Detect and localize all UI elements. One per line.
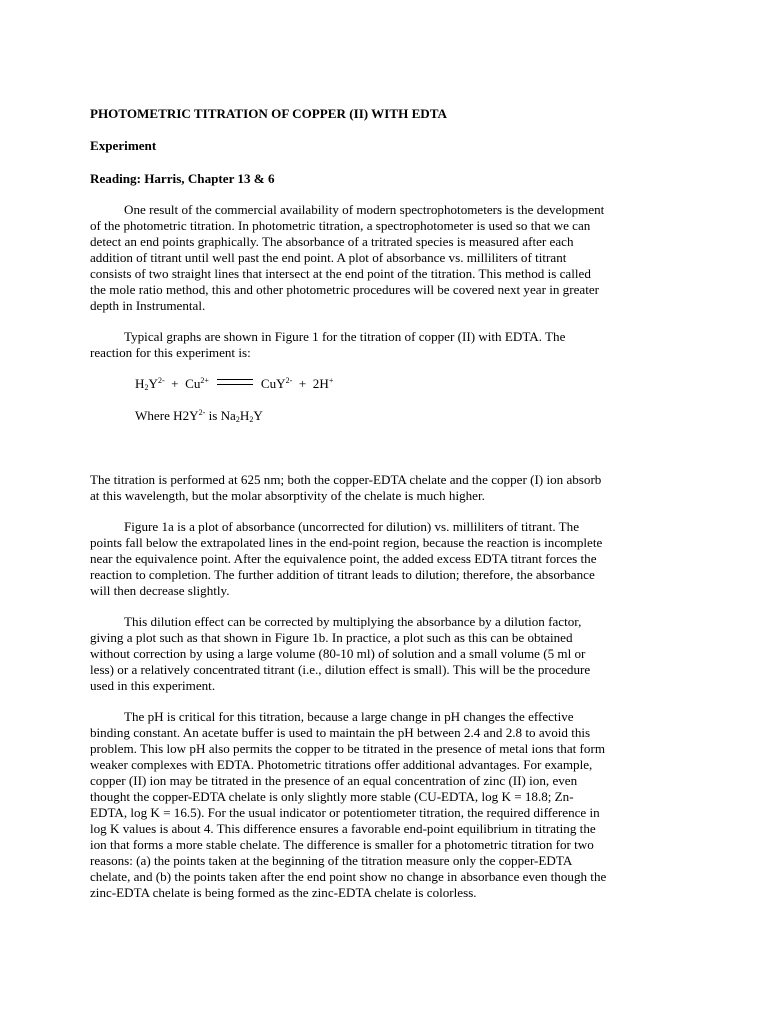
text-line: consists of two straight lines that intersect at the end point of the titration. This method is called <box>90 266 591 281</box>
text-line: log K values is about 4. This difference ensures a favorable end-point equilibrium in titrating the <box>90 821 596 836</box>
text-line: depth in Instrumental. <box>90 298 206 313</box>
text-line: less) or a relatively concentrated titrant (i.e., dilution effect is small). This will be the procedure <box>90 662 591 677</box>
text-line: will then decrease slightly. <box>90 583 230 598</box>
text-line: detect an end points graphically. The absorbance of a tritrated species is measured after each <box>90 234 574 249</box>
text-line: copper (II) ion may be titrated in the presence of an equal concentration of zinc (II) ion, even <box>90 773 578 788</box>
text-line: giving a plot such as that shown in Figure 1b. In practice, a plot such as this can be obtained <box>90 630 573 645</box>
where-line: Where $H2Y^{2-}$ is $Na_2H_2Y$ <box>135 408 263 424</box>
text-line: used in this experiment. <box>90 678 216 693</box>
text-line: of the photometric titration. In photometric titration, a spectrophotometer is used so that we can <box>90 218 591 233</box>
text-line: addition of titrant until well past the end point. A plot of absorbance vs. milliliters of titrant <box>90 250 567 265</box>
text-line: problem. This low pH also permits the copper to be titrated in the presence of metal ions that form <box>90 741 606 756</box>
text-line: Typical graphs are shown in Figure 1 for the titration of copper (II) with EDTA. The <box>124 329 566 344</box>
text-line: This dilution effect can be corrected by multiplying the absorbance by a dilution factor, <box>124 614 582 629</box>
text-line: near the equivalence point. After the equivalence point, the added excess EDTA titrant forces the <box>90 551 597 566</box>
text-line: One result of the commercial availability of modern spectrophotometers is the development <box>124 202 605 217</box>
reading-line: Reading: Harris, Chapter 13 & 6 <box>90 171 275 186</box>
text-line: Figure 1a is a plot of absorbance (uncorrected for dilution) vs. milliliters of titrant. The <box>124 519 580 534</box>
text-line: ion that forms a more stable chelate. The difference is smaller for a photometric titration for two <box>90 837 594 852</box>
text-line: points fall below the extrapolated lines in the end-point region, because the reaction is incomplete <box>90 535 603 550</box>
text-line: reaction for this experiment is: <box>90 345 251 360</box>
text-line: weaker complexes with EDTA. Photometric titrations offer additional advantages. For example, <box>90 757 593 772</box>
text-line: the mole ratio method, this and other photometric procedures will be covered next year in greater <box>90 282 600 297</box>
text-line: without correction by using a large volume (80-10 ml) of solution and a small volume (5 ml or <box>90 646 586 661</box>
document-title: PHOTOMETRIC TITRATION OF COPPER (II) WITH EDTA <box>90 106 447 121</box>
text-line: EDTA, log K = 16.5). For the usual indicator or potentiometer titration, the required difference in <box>90 805 600 820</box>
section-heading: Experiment <box>90 138 157 153</box>
text-line: chelate, and (b) the points taken after the end point show no change in absorbance even though the <box>90 869 607 884</box>
reaction-equation: $H_2Y^{2-} + Cu^{2+}$ CuY$^{2-}$ + 2H+ <box>135 376 334 392</box>
equilibrium-arrow <box>217 379 253 385</box>
text-line: The titration is performed at 625 nm; both the copper-EDTA chelate and the copper (I) ion absorb <box>90 472 602 487</box>
text-line: thought the copper-EDTA chelate is only slightly more stable (CU-EDTA, log K = 18.8; Zn- <box>90 789 574 804</box>
text-line: binding constant. An acetate buffer is used to maintain the pH between 2.4 and 2.8 to avoid this <box>90 725 591 740</box>
text-line: reasons: (a) the points taken at the beginning of the titration measure only the copper-EDTA <box>90 853 573 868</box>
text-line: zinc-EDTA chelate is being formed as the zinc-EDTA chelate is colorless. <box>90 885 477 900</box>
text-line: The pH is critical for this titration, because a large change in pH changes the effective <box>124 709 574 724</box>
text-line: reaction to completion. The further addition of titrant leads to dilution; therefore, the absorbance <box>90 567 595 582</box>
text-line: at this wavelength, but the molar absorptivity of the chelate is much higher. <box>90 488 485 503</box>
